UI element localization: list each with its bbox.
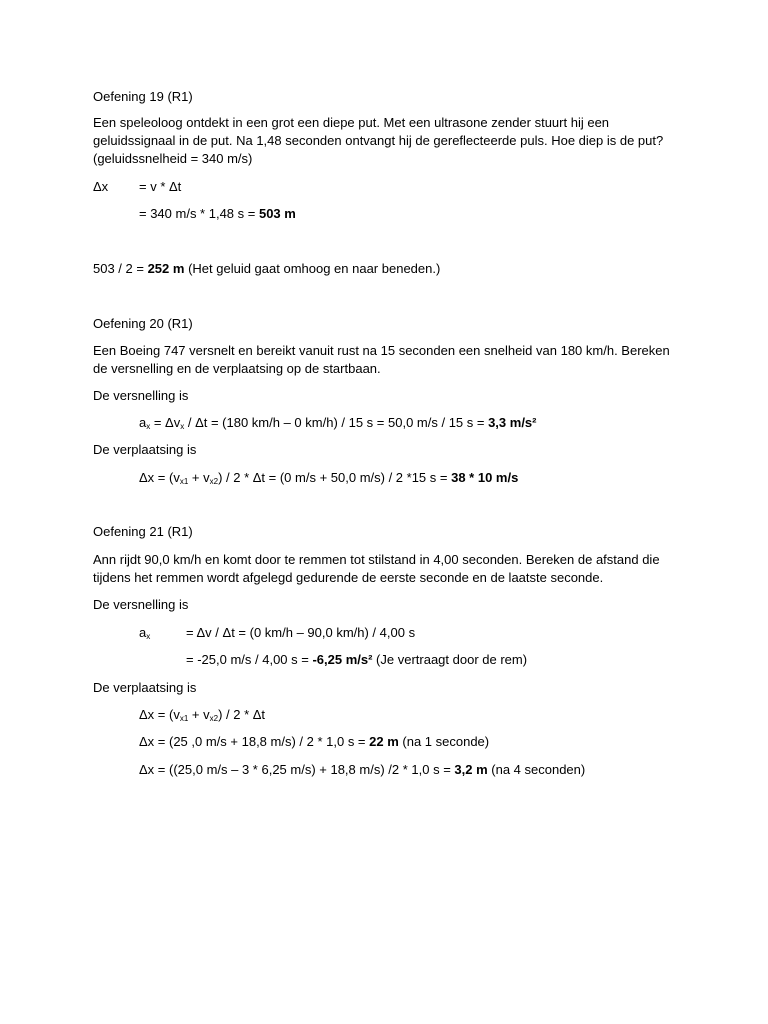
d2-text: Δx = (25 ,0 m/s + 18,8 m/s) / 2 * 1,0 s = — [139, 734, 370, 749]
exercise-20-question-line-1: Een Boeing 747 versnelt en bereikt vanuit rust na 15 seconden een snelheid van 180 km/h. Bereken — [93, 343, 670, 358]
exercise-19-result: 503 m — [258, 206, 296, 221]
acc-symbol: a — [139, 415, 147, 430]
d1-subscript-1: x1 — [179, 714, 189, 723]
acc-delta-v: = Δv — [150, 415, 181, 430]
exercise-21-question-line-1: Ann rijdt 90,0 km/h en komt door te remmen tot stilstand in 4,00 seconden. Bereken de afstand die — [93, 552, 660, 567]
exercise-19-depth-result: 252 m — [147, 261, 185, 276]
exercise-19-half-note: (Het geluid gaat omhoog en naar beneden.) — [184, 261, 441, 276]
exercise-21-displacement-label: De verplaatsing is — [93, 680, 197, 695]
d1-subscript-2: x2 — [209, 714, 219, 723]
exercise-19-equation-1: = v * Δt — [139, 179, 182, 194]
d1-start: Δx = (v — [139, 707, 180, 722]
exercise-19-title: Oefening 19 (R1) — [93, 89, 193, 104]
exercise-20-displacement-result: 38 * 10 m/s — [451, 470, 519, 485]
exercise-21-acc-symbol — [139, 624, 150, 641]
exercise-19-half-depth — [93, 260, 440, 277]
acc-eq2-note: (Je vertraagt door de rem) — [372, 652, 528, 667]
exercise-21-acceleration-equation-1: = Δv / Δt = (0 km/h – 90,0 km/h) / 4,00 s — [186, 625, 416, 640]
acc-eq2-text: = -25,0 m/s / 4,00 s = — [186, 652, 313, 667]
acc-symbol: a — [139, 625, 147, 640]
exercise-21-acceleration-label: De versnelling is — [93, 597, 189, 612]
exercise-21-question-line-2: tijdens het remmen wordt afgelegd gedurende de eerste seconde en de laatste seconde. — [93, 570, 604, 585]
d1-rest: ) / 2 * Δt — [218, 707, 266, 722]
exercise-20-displacement-equation — [139, 469, 518, 486]
exercise-19-question-line-1: Een speleoloog ontdekt in een grot een diepe put. Met een ultrasone zender stuurt hij een — [93, 115, 610, 130]
acc-calculation: / Δt = (180 km/h – 0 km/h) / 15 s = 50,0 m/s / 15 s = — [184, 415, 489, 430]
exercise-20-acceleration-equation — [139, 414, 537, 431]
exercise-21-displacement-last-second — [139, 761, 585, 778]
d3-text: Δx = ((25,0 m/s – 3 * 6,25 m/s) + 18,8 m/s) /2 * 1,0 s = — [139, 762, 455, 777]
exercise-20-acceleration-result: 3,3 m/s² — [488, 415, 537, 430]
acc-subscript: x — [146, 632, 151, 641]
d1-plus: + v — [188, 707, 210, 722]
acc-subscript: x — [146, 422, 151, 431]
exercise-21-displacement-formula — [139, 706, 265, 723]
exercise-21-acceleration-result: -6,25 m/s² — [312, 652, 373, 667]
exercise-19-dx-label: Δx — [93, 179, 109, 194]
exercise-21-title: Oefening 21 (R1) — [93, 524, 193, 539]
disp-plus: + v — [188, 470, 210, 485]
exercise-21-displacement-first-second — [139, 733, 489, 750]
exercise-20-displacement-label: De verplaatsing is — [93, 442, 197, 457]
disp-subscript-1: x1 — [179, 477, 189, 486]
disp-calculation: ) / 2 * Δt = (0 m/s + 50,0 m/s) / 2 *15 s = — [218, 470, 452, 485]
disp-start: Δx = (v — [139, 470, 180, 485]
d3-note: (na 4 seconden) — [487, 762, 586, 777]
exercise-20-acceleration-label: De versnelling is — [93, 388, 189, 403]
exercise-19-equation-2-text: = 340 m/s * 1,48 s = — [139, 206, 259, 221]
exercise-19-question-line-2: geluidssignaal in de put. Na 1,48 seconden ontvangt hij de gereflecteerde puls. Hoe diep is de put? — [93, 133, 664, 148]
exercise-21-acceleration-equation-2 — [186, 651, 527, 668]
exercise-20-title: Oefening 20 (R1) — [93, 316, 193, 331]
exercise-19-question-line-3: (geluidssnelheid = 340 m/s) — [93, 151, 253, 166]
exercise-19-half-text: 503 / 2 = — [93, 261, 148, 276]
exercise-21-first-second-result: 22 m — [369, 734, 399, 749]
acc-delta-v-subscript: x — [180, 422, 185, 431]
disp-subscript-2: x2 — [209, 477, 219, 486]
d2-note: (na 1 seconde) — [398, 734, 490, 749]
exercise-19-equation-2 — [139, 205, 296, 222]
exercise-21-last-second-result: 3,2 m — [454, 762, 488, 777]
exercise-20-question-line-2: de versnelling en de verplaatsing op de startbaan. — [93, 361, 381, 376]
